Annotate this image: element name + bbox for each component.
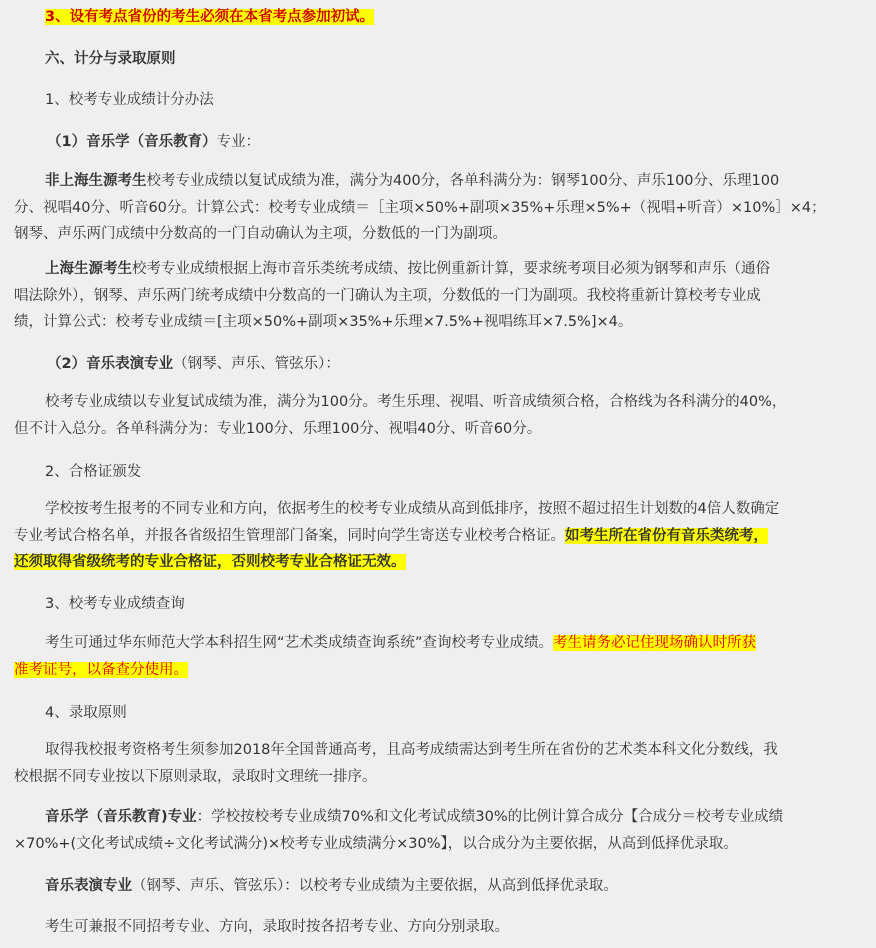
performance-line1: 校考专业成绩以专业复试成绩为准，满分为100分。考生乐理、视唱、听音成绩须合格，合格线为各科满分的40%， (45, 394, 787, 410)
music-edu-admission-label: 音乐学（音乐教育)专业 (45, 809, 197, 825)
music-edu-admission-paragraph (14, 804, 854, 857)
shanghai-line1: 校考专业成绩根据上海市音乐类统考成绩、按比例重新计算，要求统考项目必须为钢琴和声乐（通俗 (132, 261, 770, 277)
performance-heading (47, 351, 876, 378)
performance-name: 音乐表演专业 (86, 356, 174, 372)
notice-line (45, 4, 876, 31)
query-highlight-2: 准考证号，以备查分使用。 (14, 661, 188, 678)
performance-admission-line1: （钢琴、声乐、管弦乐）：以校考专业成绩为主要依据，从高到低择优录取。 (132, 878, 618, 894)
subsection-4-title: 4、录取原则 (45, 705, 127, 721)
query-line1: 考生可通过华东师范大学本科招生网“艺术类成绩查询系统”查询校考专业成绩。 (45, 635, 554, 651)
certificate-highlight-2: 还须取得省级统考的专业合格证，否则校考专业合格证无效。 (14, 554, 406, 570)
shanghai-line2: 唱法除外），钢琴、声乐两门统考成绩中分数高的一门确认为主项，分数低的一门为副项。我校将重新计算校考专业成 (14, 287, 761, 304)
section-title (45, 46, 876, 73)
music-edu-admission-line2: ×70%+(文化考试成绩÷文化考试满分)×校考专业成绩满分×30%】，以合成分为主要依据，从高到低择优录取。 (14, 835, 738, 852)
non-shanghai-line3: 钢琴、声乐两门成绩中分数高的一门自动确认为主项，分数低的一门为副项。 (14, 226, 507, 242)
music-edu-heading (47, 129, 876, 156)
query-highlight-1: 考生请务必记住现场确认时所获 (553, 635, 757, 651)
performance-line2: 但不计入总分。各单科满分为：专业100分、乐理100分、视唱40分、听音60分。 (14, 420, 542, 437)
certificate-line1: 学校按考生报考的不同专业和方向，依据考生的校考专业成绩从高到低排序，按照不超过招生计划数的4倍人数确定 (45, 501, 780, 517)
non-shanghai-label: 非上海生源考生 (45, 173, 147, 189)
admission-line2: 校根据不同专业按以下原则录取，录取时文理统一排序。 (14, 768, 377, 785)
certificate-line2: 专业考试合格名单，并报各省级招生管理部门备案，同时向学生寄送专业校考合格证。 (14, 527, 565, 544)
performance-num: （2） (47, 356, 87, 372)
shanghai-paragraph (14, 256, 854, 336)
non-shanghai-paragraph (14, 168, 854, 248)
subsection-2-title: 2、合格证颁发 (45, 464, 142, 480)
performance-admission-label: 音乐表演专业 (45, 878, 132, 894)
music-edu-num: （1） (47, 134, 87, 150)
section-title-text: 六、计分与录取原则 (45, 51, 176, 67)
admission-line1: 取得我校报考资格考生须参加2018年全国普通高考，且高考成绩需达到考生所在省份的艺术类本科文化分数线，我 (45, 742, 778, 758)
subsection-1-title: 1、校考专业成绩计分办法 (45, 92, 214, 108)
music-edu-tail: 专业： (216, 134, 261, 150)
dual-application-paragraph (14, 914, 854, 941)
music-edu-name: 音乐学（音乐教育） (86, 134, 217, 150)
performance-tail: （钢琴、声乐、管弦乐）： (173, 356, 340, 372)
query-paragraph (14, 630, 854, 683)
notice-text: 3、设有考点省份的考生必须在本省考点参加初试。 (45, 9, 375, 25)
dual-application-line1: 考生可兼报不同招考专业、方向，录取时按各招考专业、方向分别录取。 (45, 919, 509, 935)
admission-paragraph (14, 737, 854, 790)
shanghai-label: 上海生源考生 (45, 261, 132, 277)
performance-paragraph (14, 389, 854, 442)
subsection-3-title: 3、校考专业成绩查询 (45, 596, 185, 612)
music-edu-admission-line1: ：学校按校考专业成绩70%和文化考试成绩30%的比例计算合成分【合成分＝校考专业成绩 (196, 809, 784, 825)
certificate-paragraph (14, 496, 854, 576)
shanghai-line3: 绩，计算公式：校考专业成绩＝[主项×50%+副项×35%+乐理×7.5%+视唱练耳×7.5%]×4。 (14, 314, 633, 330)
non-shanghai-line2: 分、视唱40分、听音60分。计算公式：校考专业成绩＝［主项×50%+副项×35%+乐理×5%+（视唱+听音）×10%］×4； (14, 199, 826, 216)
performance-admission-paragraph (14, 873, 854, 900)
certificate-highlight-1: 如考生所在省份有音乐类统考， (565, 527, 768, 544)
non-shanghai-line1: 校考专业成绩以复试成绩为准，满分为400分，各单科满分为：钢琴100分、声乐100分、乐理100 (146, 173, 780, 189)
